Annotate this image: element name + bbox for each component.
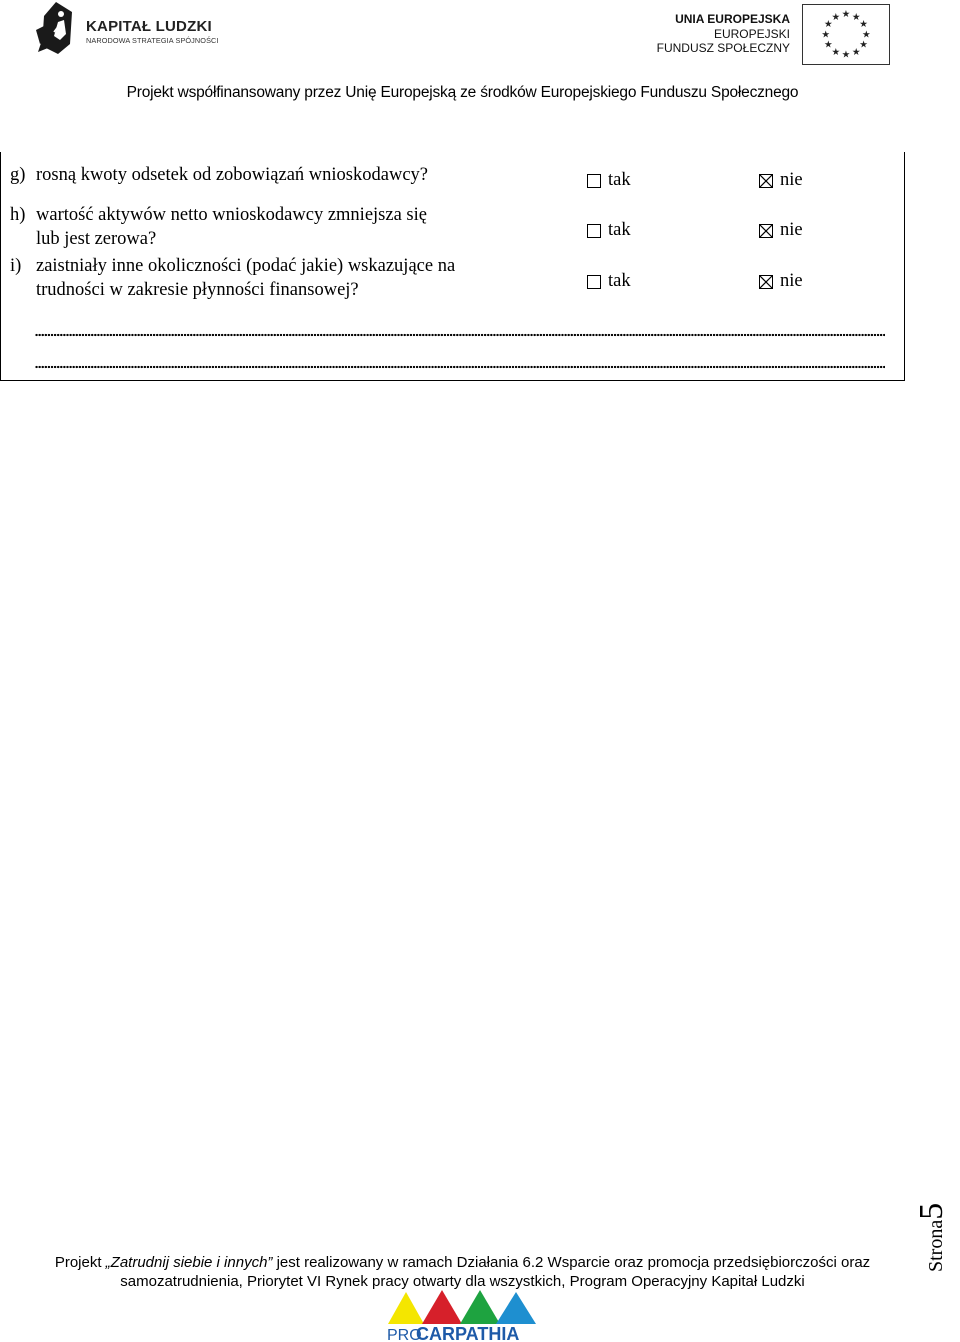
eu-text-block bbox=[657, 12, 790, 56]
question-h bbox=[10, 203, 427, 251]
eu-star-icon: ★ bbox=[831, 47, 841, 59]
eu-star-icon: ★ bbox=[821, 29, 831, 41]
question-text: zaistniały inne okoliczności (podać jakie) wskazujące na bbox=[36, 256, 456, 276]
footer-text: Projekt bbox=[54, 1254, 106, 1271]
procarpathia-logo bbox=[384, 1288, 544, 1342]
kapital-ludzki-title: KAPITAŁ LUDZKI bbox=[86, 18, 212, 35]
eu-line3: FUNDUSZ SPOŁECZNY bbox=[656, 41, 790, 55]
option-nie-i[interactable] bbox=[759, 271, 803, 292]
option-nie-h[interactable] bbox=[759, 220, 803, 241]
eu-star-icon: ★ bbox=[841, 9, 851, 21]
question-text-cont: lub jest zerowa? bbox=[36, 229, 157, 249]
option-label: nie bbox=[780, 220, 803, 240]
logo-pro-text: PRO bbox=[387, 1327, 422, 1342]
eu-star-icon: ★ bbox=[859, 39, 868, 51]
option-label: nie bbox=[780, 170, 803, 190]
eu-star-icon: ★ bbox=[851, 47, 861, 59]
checkbox-checked-icon[interactable] bbox=[759, 224, 773, 238]
question-label: h) bbox=[10, 205, 26, 225]
option-label: tak bbox=[608, 271, 631, 291]
option-label: tak bbox=[608, 220, 631, 240]
option-tak-g[interactable] bbox=[587, 170, 631, 191]
kapital-ludzki-subtitle: NARODOWA STRATEGIA SPÓJNOŚCI bbox=[86, 36, 219, 45]
cofinance-notice: Projekt współfinansowany przez Unię Europejską ze środków Europejskiego Funduszu Społecznego bbox=[126, 84, 799, 101]
option-tak-h[interactable] bbox=[587, 220, 631, 241]
eu-flag-icon bbox=[802, 4, 890, 65]
page-digit: 5 bbox=[913, 1202, 950, 1220]
checkbox-unchecked[interactable] bbox=[587, 174, 601, 188]
eu-star-icon: ★ bbox=[841, 49, 851, 61]
eu-star-icon: ★ bbox=[824, 39, 833, 51]
question-text-cont: trudności w zakresie płynności finansowej? bbox=[36, 280, 359, 300]
eu-star-icon: ★ bbox=[861, 29, 871, 41]
answer-line-2[interactable] bbox=[35, 365, 885, 369]
option-nie-g[interactable] bbox=[759, 170, 803, 191]
question-text: wartość aktywów netto wnioskodawcy zmniejsza się bbox=[36, 205, 427, 225]
eu-line2: EUROPEJSKI bbox=[713, 26, 790, 41]
option-label: nie bbox=[780, 271, 803, 291]
eu-star-icon: ★ bbox=[824, 19, 833, 31]
answer-line-1[interactable] bbox=[35, 333, 885, 337]
checkbox-unchecked[interactable] bbox=[587, 224, 601, 238]
eu-star-icon: ★ bbox=[851, 11, 861, 23]
page-label: Strona bbox=[925, 1219, 947, 1272]
question-g bbox=[10, 163, 428, 187]
checkbox-unchecked[interactable] bbox=[587, 275, 601, 289]
question-label: g) bbox=[10, 165, 26, 185]
page-number bbox=[905, 1160, 960, 1272]
question-i bbox=[10, 254, 455, 302]
option-tak-i[interactable] bbox=[587, 271, 631, 292]
project-name: „Zatrudnij siebie i innych” bbox=[105, 1254, 273, 1271]
checkbox-checked-icon[interactable] bbox=[759, 275, 773, 289]
footer-line-1 bbox=[0, 1253, 925, 1272]
eu-star-icon: ★ bbox=[859, 19, 868, 31]
option-label: tak bbox=[608, 170, 631, 190]
footer-line-2: samozatrudnienia, Priorytet VI Rynek pracy otwarty dla wszystkich, Program Operacyjny Kapitał Ludzki bbox=[120, 1273, 805, 1290]
question-text: rosną kwoty odsetek od zobowiązań wnioskodawcy? bbox=[36, 165, 428, 185]
footer-text: jest realizowany w ramach Działania 6.2 Wsparcie oraz promocja przedsiębiorczości oraz bbox=[272, 1254, 871, 1271]
checkbox-checked-icon[interactable] bbox=[759, 174, 773, 188]
question-label: i) bbox=[10, 256, 22, 276]
logo-carpathia-text: CARPATHIA bbox=[416, 1324, 520, 1342]
eu-star-icon: ★ bbox=[831, 11, 841, 23]
eu-line1: UNIA EUROPEJSKA bbox=[675, 12, 790, 26]
